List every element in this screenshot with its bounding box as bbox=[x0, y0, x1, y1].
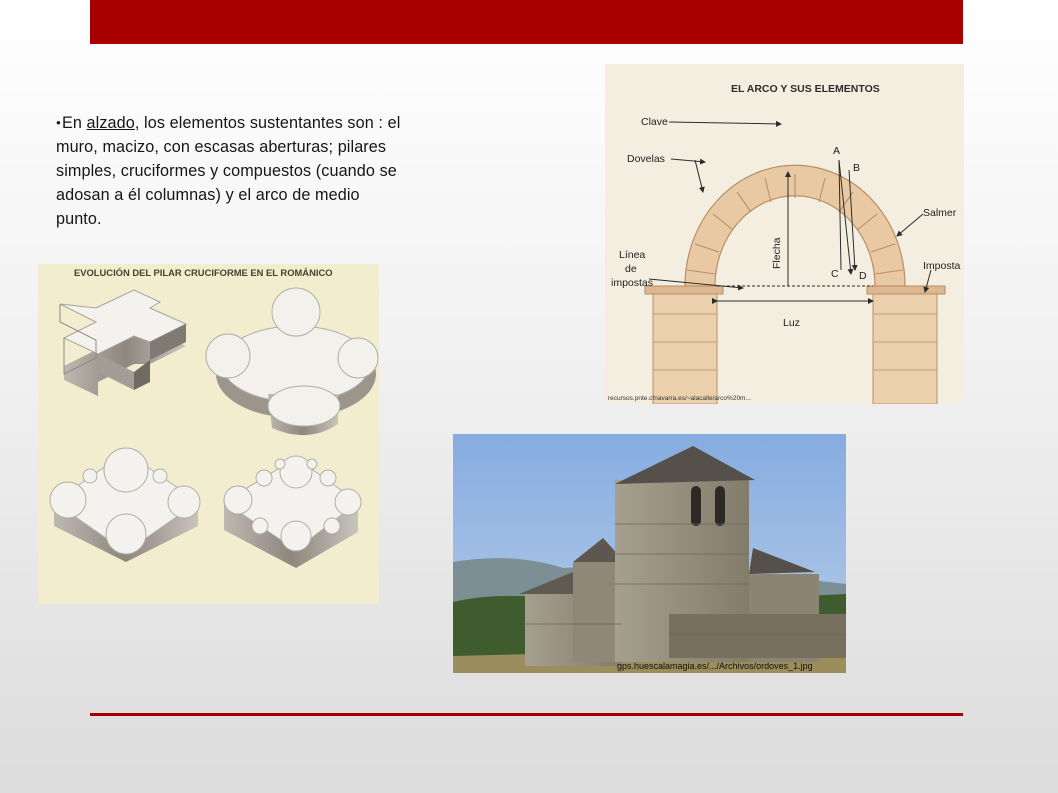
label-impostas: impostas bbox=[611, 277, 654, 289]
pillar-diagram bbox=[38, 264, 379, 604]
label-c: C bbox=[831, 268, 839, 280]
cross-pillar-lobed bbox=[206, 288, 378, 435]
pillar-evolution-figure bbox=[38, 264, 379, 604]
arch-diagram bbox=[605, 64, 964, 404]
body-paragraph bbox=[56, 111, 401, 231]
label-a: A bbox=[833, 145, 841, 157]
pillar-figure-title: EVOLUCIÓN DEL PILAR CRUCIFORME EN EL ROMÁNICO bbox=[74, 267, 333, 278]
label-b: B bbox=[853, 162, 861, 174]
top-accent-bar bbox=[90, 0, 963, 44]
cross-pillar-simple bbox=[60, 290, 186, 396]
church-credit: gps.huescalamagia.es/.../Archivos/ordoves_1.jpg bbox=[617, 661, 813, 671]
label-dovelas: Dovelas bbox=[627, 153, 665, 165]
bottom-accent-rule bbox=[90, 713, 963, 716]
label-flecha: Flecha bbox=[771, 237, 783, 269]
arch-credit: recursos.pnte.cfnavarra.es/~alacalle/arco%20m... bbox=[608, 395, 751, 402]
label-salmer: Salmer bbox=[923, 207, 957, 219]
text-lead: En bbox=[61, 114, 87, 133]
text-rest: , los elementos sustentantes son : el muro, macizo, con escasas aberturas; pilares simples, cruciformes y compuestos (cuando se adosan a él columnas) y el arco de medio punto. bbox=[56, 114, 401, 229]
label-de: de bbox=[625, 263, 637, 275]
label-imposta: Imposta bbox=[923, 260, 961, 272]
compound-pillar-a bbox=[50, 448, 200, 562]
church-photo bbox=[453, 434, 846, 673]
label-luz: Luz bbox=[783, 317, 800, 329]
arch-piers bbox=[645, 286, 945, 404]
label-clave: Clave bbox=[641, 116, 668, 128]
arch-elements-figure bbox=[605, 64, 964, 404]
label-d: D bbox=[859, 270, 867, 282]
compound-pillar-b bbox=[224, 456, 361, 568]
church-illustration bbox=[453, 434, 846, 673]
alzado-link[interactable]: alzado bbox=[86, 114, 135, 133]
label-linea: Línea bbox=[619, 249, 646, 261]
bullet-icon: ● bbox=[56, 118, 61, 128]
arch-figure-title: EL ARCO Y SUS ELEMENTOS bbox=[731, 83, 880, 95]
arch-body bbox=[685, 165, 905, 286]
